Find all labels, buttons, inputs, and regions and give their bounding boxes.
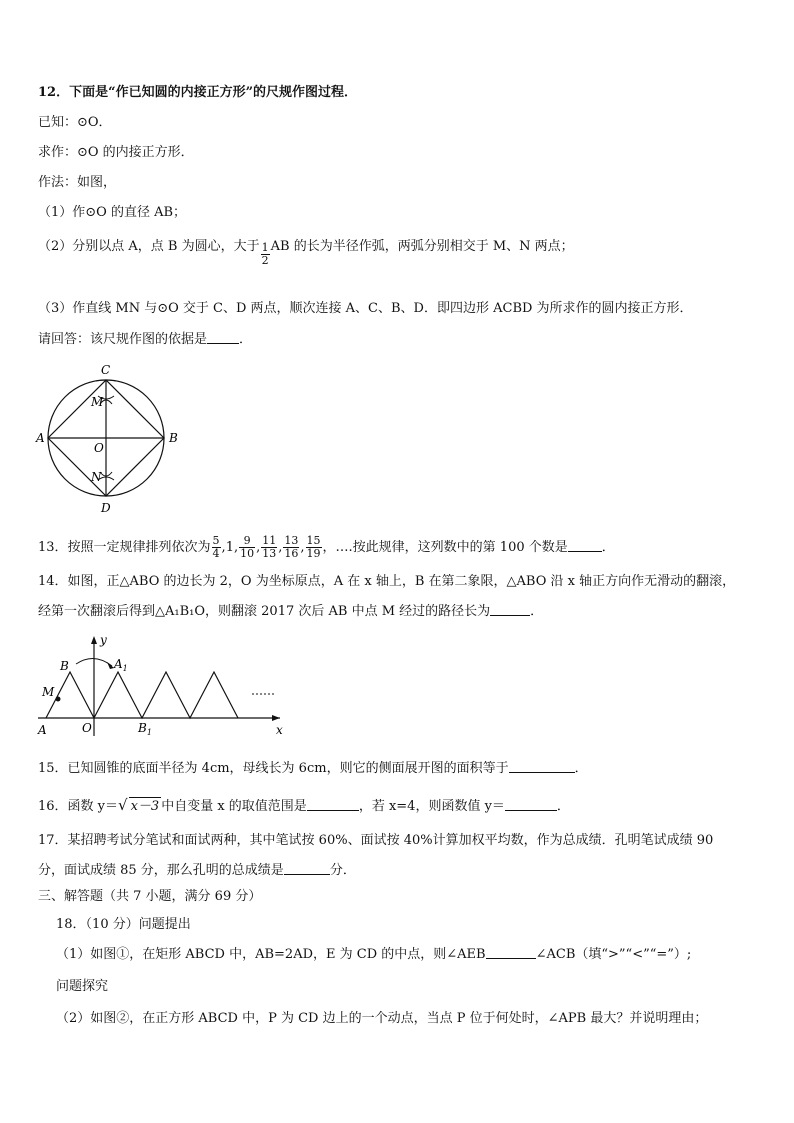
answer-blank[interactable] — [307, 798, 359, 811]
label-C: C — [101, 363, 111, 377]
q12-ask: 请回答：该尺规作图的依据是 ． — [38, 332, 253, 347]
label-B1: $B_1$ — [138, 721, 152, 737]
q17-line1: 17．某招聘考试分笔试和面试两种，其中笔试按 60%、面试按 40%计算加权平均数，作为总成绩．孔明笔试成绩 90 — [38, 833, 714, 848]
q12-step1: （1）作⊙O 的直径 AB； — [38, 205, 187, 220]
q14-line1: 14．如图，正△ABO 的边长为 2，O 为坐标原点，A 在 x 轴上，B 在第二象限，△ABO 沿 x 轴正方向作无滑动的翻滚， — [38, 574, 736, 589]
q12-method: 作法：如图， — [38, 175, 117, 190]
section-heading: 三、解答题（共 7 小题，满分 69 分） — [38, 889, 262, 904]
answer-blank[interactable] — [284, 862, 330, 875]
q12-known: 已知：⊙O． — [38, 115, 112, 130]
sequence-fraction: $\frac{5}{4}$ — [212, 534, 220, 560]
answer-blank[interactable] — [486, 946, 536, 959]
q17-line2: 分，面试成绩 85 分，那么孔明的总成绩是 分． — [38, 863, 356, 878]
sequence-term: 1 — [225, 540, 234, 555]
q12-step3: （3）作直线 MN 与⊙O 交于 C、D 两点，顺次连接 A、C、B、D．即四边形 ACBD 为所求作的圆内接正方形． — [38, 301, 693, 316]
q15-text: 15．已知圆锥的底面半径为 4cm，母线长为 6cm，则它的侧面展开图的面积等于 ． — [38, 761, 588, 776]
answer-blank[interactable] — [509, 760, 575, 773]
label-B: B — [169, 431, 178, 445]
q14-line2: 经第一次翻滚后得到△A₁B₁O，则翻滚 2017 次后 AB 中点 M 经过的路径长为 ． — [38, 604, 544, 619]
q13-sequence: $\frac{5}{4}$ ,1, $\frac{9}{10}$ , $\frac{11}{13}$ , $\frac{13}{16}$ , $\frac{15}{19}$ — [212, 534, 321, 560]
label-O: O — [94, 441, 104, 455]
q18-explore: 问题探究 — [56, 979, 109, 994]
label-B: B — [60, 659, 69, 673]
label-O: O — [82, 721, 92, 735]
label-A1: $A_1$ — [114, 657, 128, 673]
answer-blank[interactable] — [490, 603, 530, 616]
answer-blank[interactable] — [568, 539, 602, 552]
sequence-fraction: $\frac{9}{10}$ — [240, 534, 255, 560]
label-A: A — [36, 431, 45, 445]
q18-title: 18．（10 分）问题提出 — [56, 917, 191, 932]
label-M: M — [91, 395, 104, 409]
q16-text: 16．函数 y＝√ x－3 中自变量 x 的取值范围是 ，若 x=4，则函数值 y＝ ． — [38, 796, 570, 814]
label-M: M — [42, 685, 55, 699]
label-N: N — [91, 470, 102, 484]
q18-part2: （2）如图②，在正方形 ABCD 中，P 为 CD 边上的一个动点，当点 P 位于何处时，∠APB 最大？并说明理由； — [56, 1011, 708, 1026]
answer-blank[interactable] — [505, 798, 557, 811]
label-D: D — [101, 501, 111, 515]
label-x: x — [276, 723, 283, 737]
label-y: y — [100, 633, 107, 647]
q12-find: 求作：⊙O 的内接正方形． — [38, 145, 194, 160]
q12-title: 12．下面是“作已知圆的内接正方形”的尺规作图过程． — [38, 85, 358, 100]
q14-rolling-triangle-figure — [34, 632, 290, 742]
q18-part1: （1）如图①，在矩形 ABCD 中，AB=2AD，E 为 CD 的中点，则∠AEB ∠ACB（填“>”“<”“=”）; — [56, 947, 692, 962]
answer-blank[interactable] — [207, 331, 239, 344]
sequence-fraction: $\frac{13}{16}$ — [284, 534, 299, 560]
sequence-fraction: $\frac{11}{13}$ — [262, 534, 277, 560]
sequence-fraction: $\frac{15}{19}$ — [306, 534, 321, 560]
fraction-half: $\frac{1}{2}$ — [261, 241, 269, 267]
q13-text: 13．按照一定规律排列依次为 $\frac{5}{4}$ ,1, $\frac{9}{10}$ , $\frac{11}{13}$ , $\frac{13}{16}$ , $\frac{15}{19}$ ，….按此规律，这列数中的第 100 个数是 ． — [38, 534, 615, 560]
q12-circle-figure — [34, 360, 194, 516]
q12-step2: （2）分别以点 A，点 B 为圆心，大于 $\frac{1}{2}$ AB 的长为半径作弧，两弧分别相交于 M、N 两点； — [38, 239, 574, 267]
label-A: A — [38, 723, 47, 737]
radical: x－3 — [130, 799, 160, 814]
